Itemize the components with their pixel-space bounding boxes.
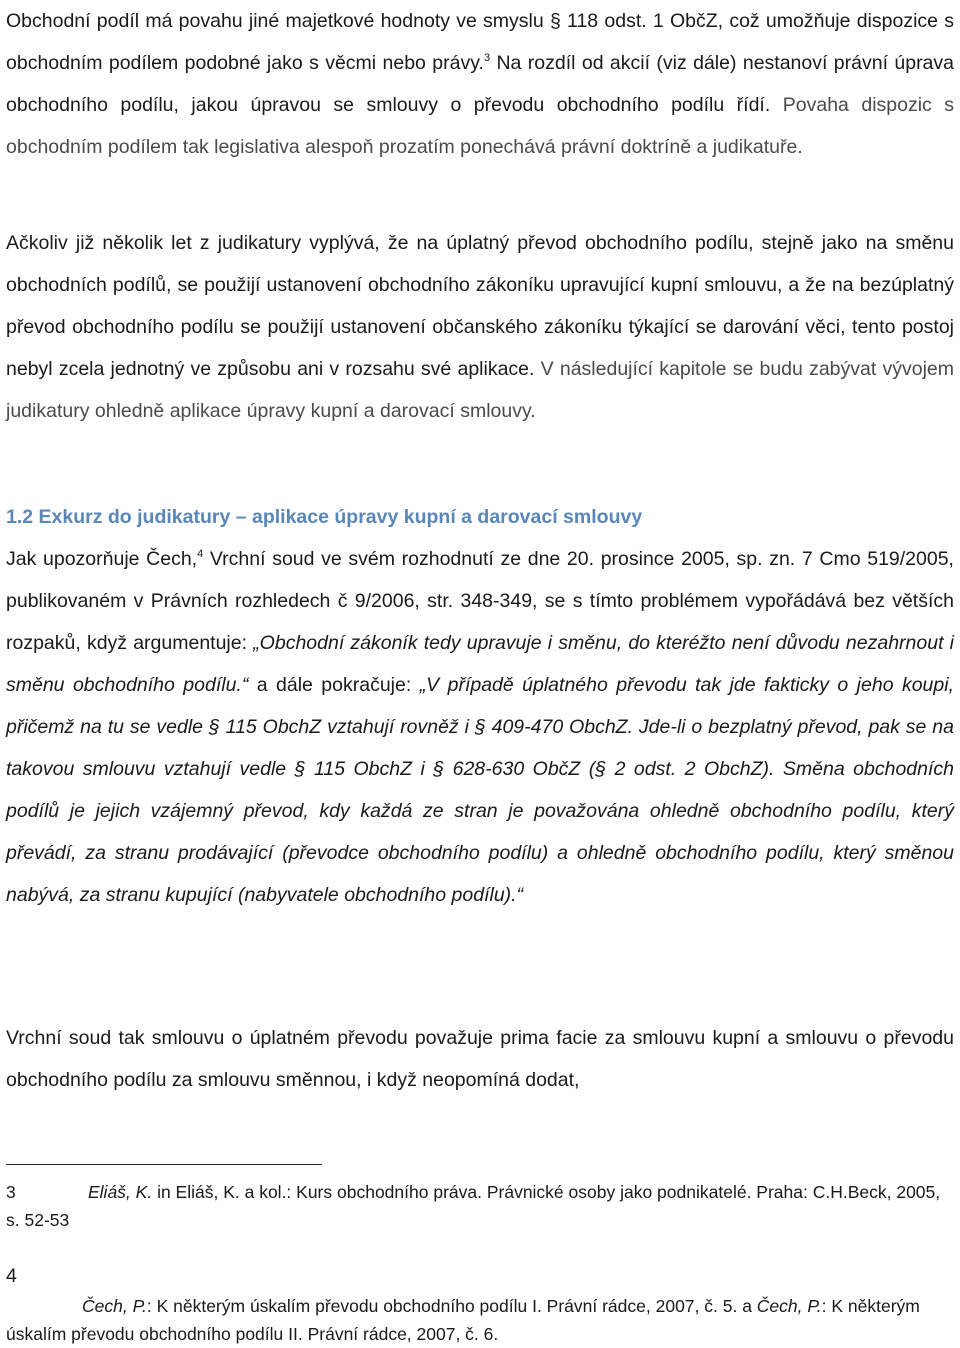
paragraph-2-text-b: V následující kapitole se budu zabývat vývojem judikatury ohledně aplikace úpravy kupní a darovací smlouvy. xyxy=(6,358,954,422)
footnote-4-author-1: Čech, P. xyxy=(82,1296,147,1316)
section-heading: 1.2 Exkurz do judikatury – aplikace úpravy kupní a darovací smlouvy xyxy=(6,506,643,528)
footnote-4-text-1: : K některým úskalím převodu obchodního podílu I. Právní rádce, 2007, č. 5. a xyxy=(146,1296,757,1316)
footnote-ref-4[interactable]: 4 xyxy=(197,548,204,560)
paragraph-1 xyxy=(6,0,954,168)
footnote-4-author-2: Čech, P. xyxy=(756,1296,822,1316)
paragraph-2 xyxy=(6,222,954,432)
paragraph-1-text-c: Povaha dispozic s obchodním podílem tak legislativa alespoň prozatím ponechává právní doktríně a judikatuře. xyxy=(6,94,955,158)
footnote-4-text-2: : K některým úskalím převodu obchodního podílu II. Právní rádce, 2007, č. 6. xyxy=(6,1296,920,1344)
paragraph-3-text-a: Jak upozorňuje Čech, xyxy=(6,548,198,570)
paragraph-1-text-b: Na rozdíl od akcií (viz dále) nestanoví právní úprava obchodního podílu, jakou úpravou se smlouvy o převodu obchodního podílu řídí. xyxy=(6,52,955,116)
quote-2: „V případě úplatného převodu tak jde fakticky o jeho koupi, přičemž na tu se vedle § 115 ObchZ vztahují rovněž i § 409-470 ObchZ. Jde-li o bezplatný převod, pak se na takovou smlouvu vztahují vedle § 115 ObchZ i § 628-630 ObčZ (§ 2 odst. 2 ObchZ). Směna obchodních podílů je jejich vzájemný převod, kdy každá ze stran je považována ohledně obchodního podílu, který převádí, za stranu prodávající (převodce obchodního podílu) a ohledně obchodního podílu, který směnou nabývá, za stranu kupující (nabyvatele obchodního podílu).“ xyxy=(6,674,954,906)
footnote-3-number: 3 xyxy=(6,1182,16,1202)
paragraph-4: Vrchní soud tak smlouvu o úplatném převodu považuje prima facie za smlouvu kupní a smlouvu o převodu obchodního podílu za smlouvu směnnou, i když neopomíná dodat, xyxy=(6,1027,954,1091)
paragraph-2-text-a: Ačkoliv již několik let z judikatury vyplývá, že na úplatný převod obchodního podílu, stejně jako na směnu obchodních podílů, se použijí ustanovení obchodního zákoníku upravující kupní smlouvu, a že na bezúplatný převod obchodního podílu se použijí ustanovení občanského zákoníku týkající se darování věci, tento postoj nebyl zcela jednotný ve způsobu ani v rozsahu své aplikace. xyxy=(6,232,954,380)
quote-1: „Obchodní zákoník tedy upravuje i směnu, do kteréžto není důvodu nezahrnout i směnu obchodního podílu.“ xyxy=(6,632,954,696)
paragraph-1-text-a: Obchodní podíl má povahu jiné majetkové hodnoty ve smyslu § 118 odst. 1 ObčZ, což umožňuje dispozice s obchodním podílem podobné jako s věcmi nebo právy. xyxy=(6,10,954,74)
paragraph-3-text-b: Vrchní soud ve svém rozhodnutí ze dne 20. prosince 2005, sp. zn. 7 Cmo 519/2005, publikovaném v Právních rozhledech č 9/2006, str. 348-349, se s tímto problémem vypořádává bez větších rozpaků, když argumentuje: xyxy=(6,548,954,654)
paragraph-3-text-c: a dále pokračuje: xyxy=(248,674,420,696)
footnote-3-text: in Eliáš, K. a kol.: Kurs obchodního práva. Právnické osoby jako podnikatelé. Praha: C.H.Beck, 2005, s. 52-53 xyxy=(6,1182,941,1230)
footnote-4 xyxy=(6,1292,954,1348)
footnote-separator xyxy=(6,1164,322,1165)
footnote-ref-3[interactable]: 3 xyxy=(483,52,491,64)
footnote-3 xyxy=(6,1178,954,1234)
paragraph-3 xyxy=(6,538,954,916)
footnote-3-author: Eliáš, K. xyxy=(88,1182,153,1202)
footnote-4-number: 4 xyxy=(6,1265,17,1287)
